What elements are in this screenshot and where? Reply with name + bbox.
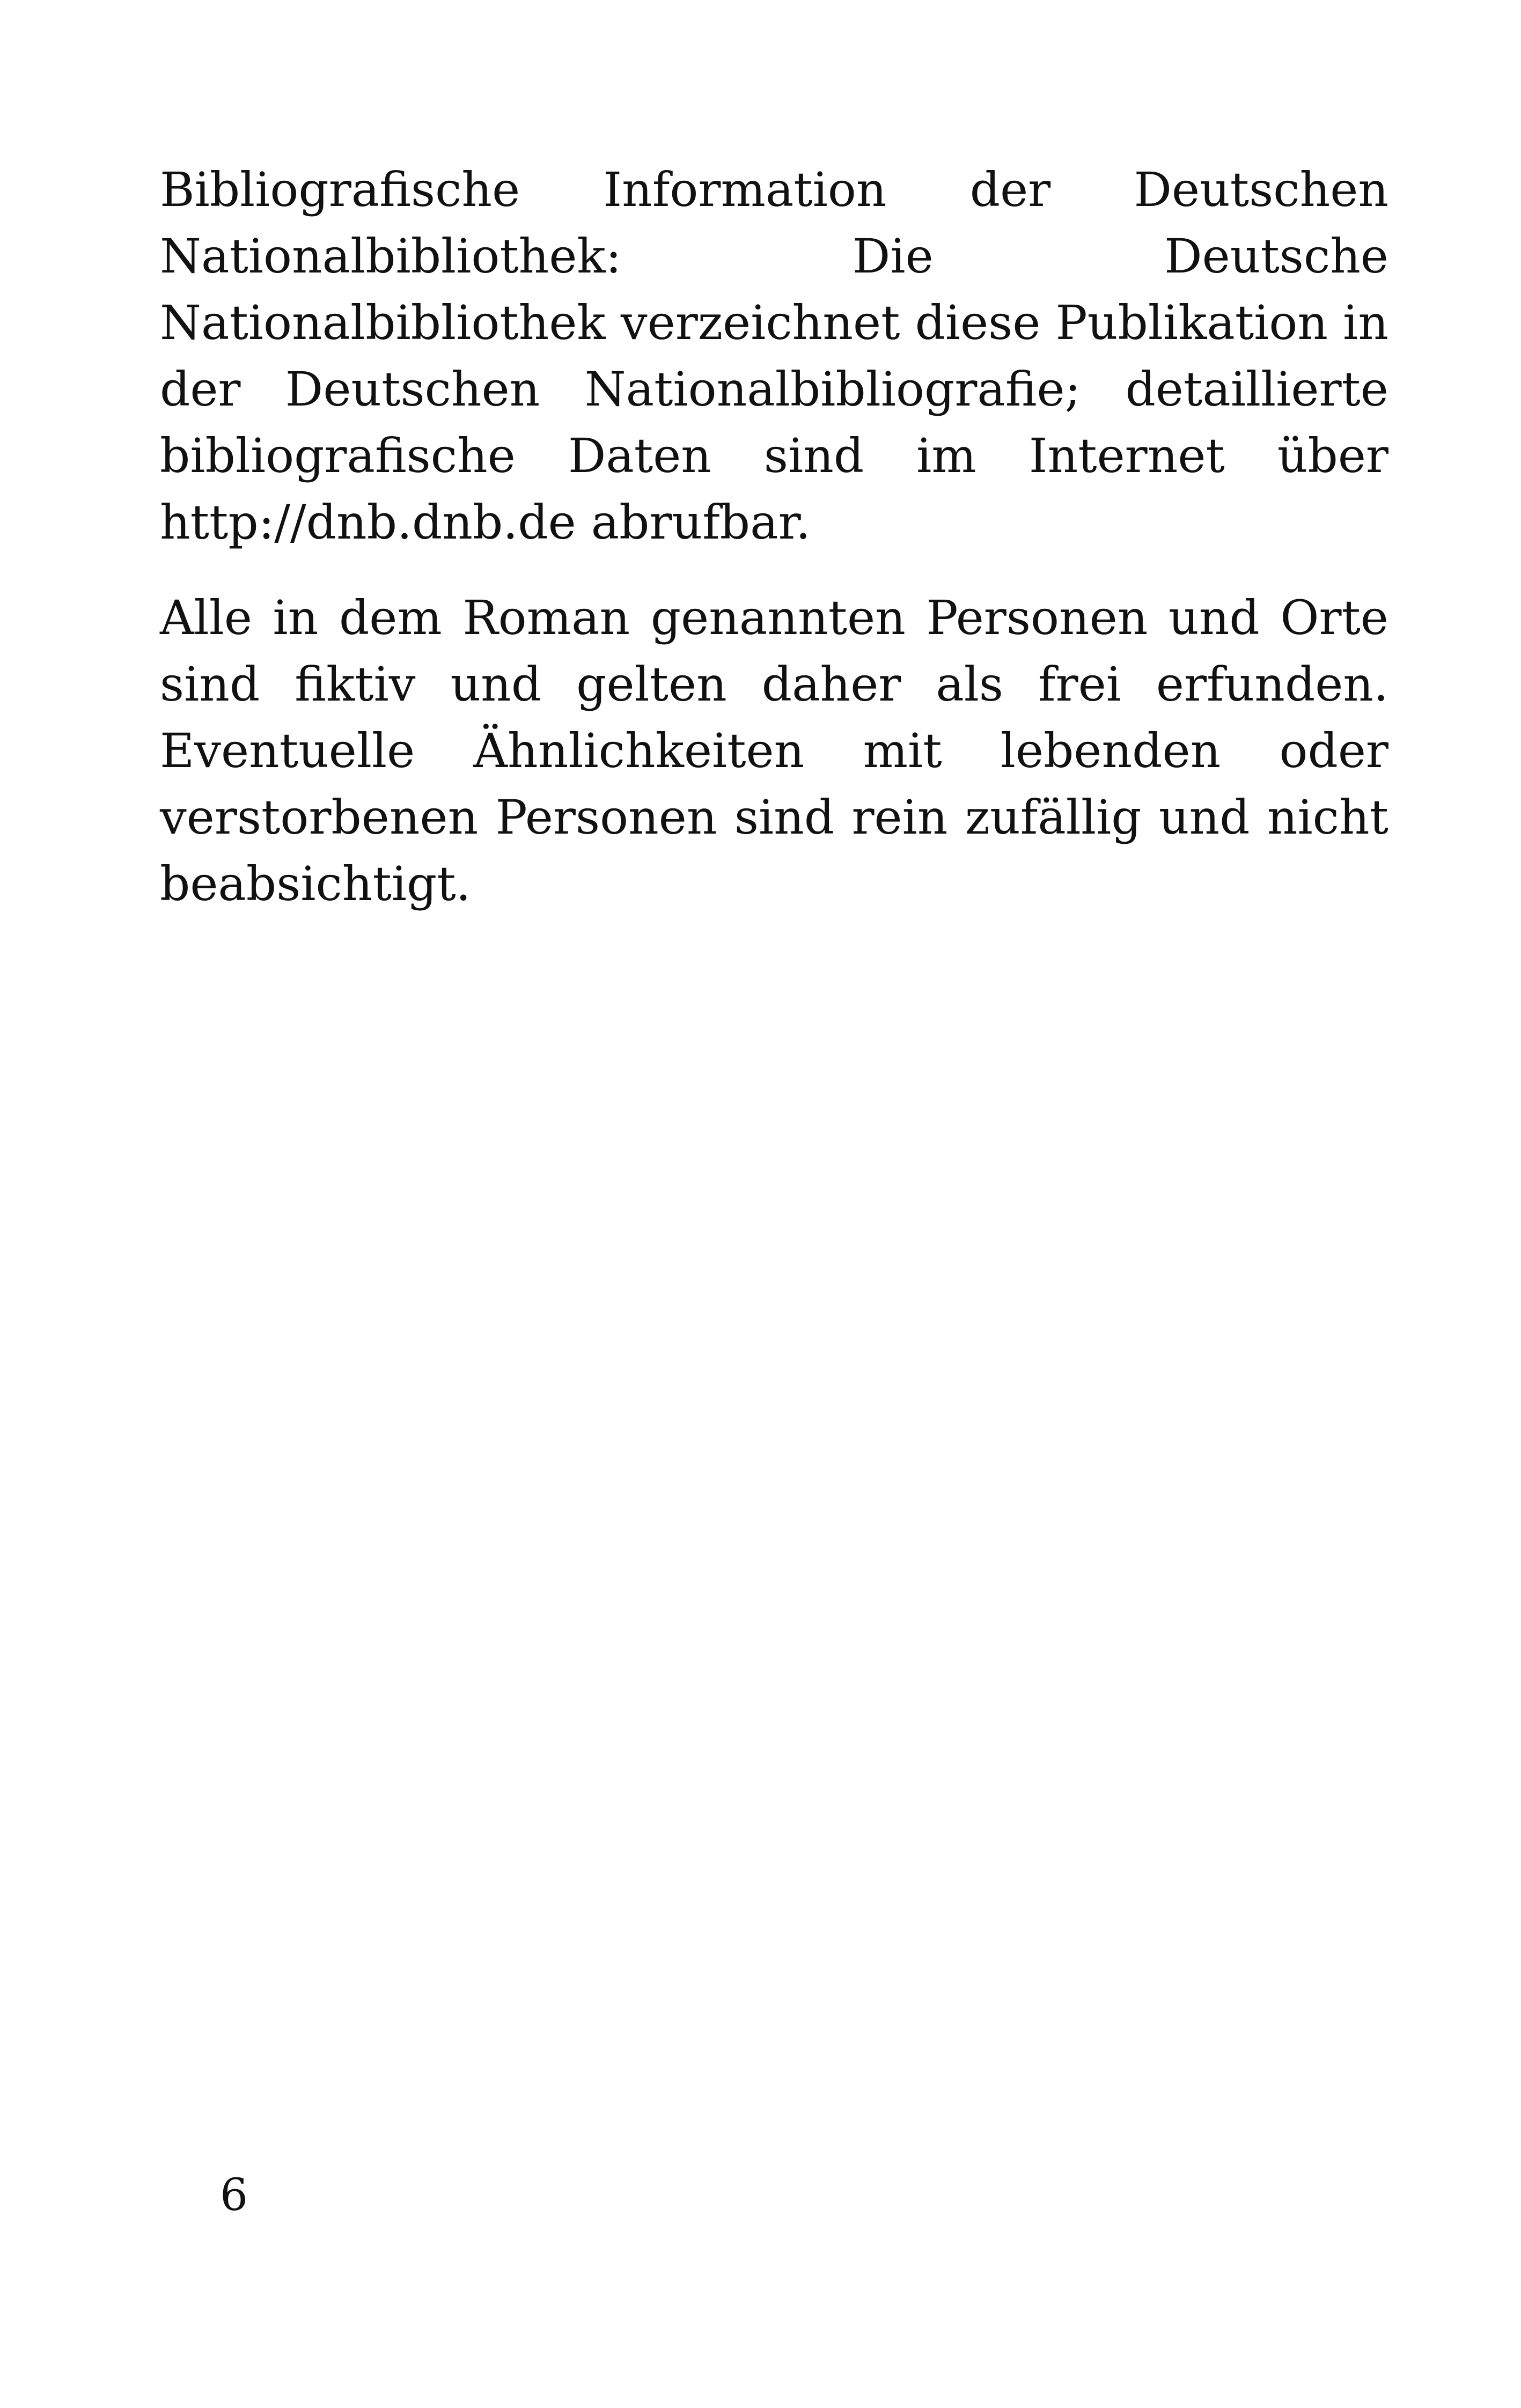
legal-notice-text	[160, 157, 1388, 917]
fiction-disclaimer-paragraph: Alle in dem Roman genannten Personen und Orte sind fiktiv und gelten daher als frei erfunden. Eventuelle Ähnlichkeiten mit lebenden oder verstorbenen Personen sind rein zufällig und nicht beabsichtigt.	[160, 590, 1388, 911]
page-number: 6	[220, 2170, 248, 2221]
bibliographic-information-paragraph: Bibliografische Information der Deutschen Nationalbibliothek: Die Deutsche Nationalbibliothek verzeichnet diese Publikation in der Deutschen Nationalbibliografie; detaillierte bibliografische Daten sind im Internet über http://dnb.dnb.de abrufbar.	[160, 162, 1388, 550]
